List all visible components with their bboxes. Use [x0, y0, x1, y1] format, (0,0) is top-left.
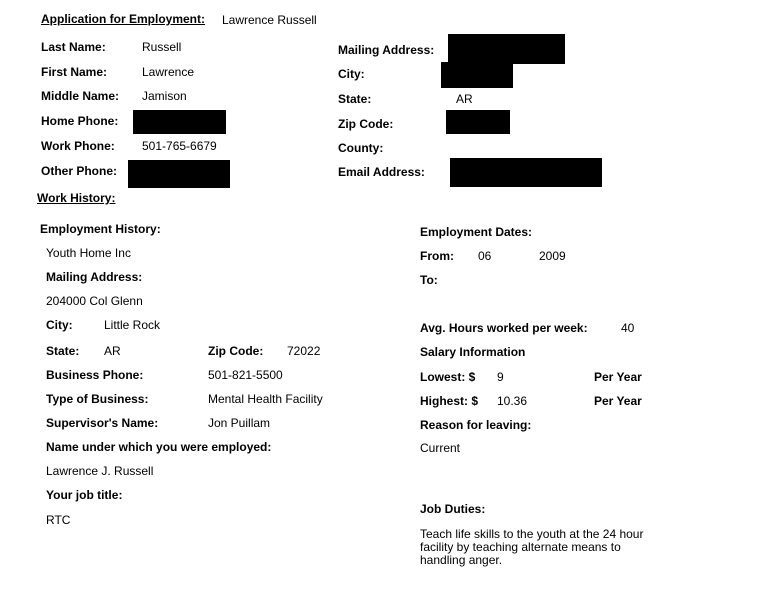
lowest-salary-label: Lowest: $ — [420, 370, 476, 384]
employer-city-label: City: — [46, 318, 73, 332]
salary-info-label: Salary Information — [420, 345, 526, 359]
city-label: City: — [338, 67, 365, 81]
business-phone-value: 501-821-5500 — [208, 368, 283, 382]
email-address-redaction — [450, 158, 602, 187]
other-phone-label: Other Phone: — [41, 164, 118, 178]
employer-value: Youth Home Inc — [46, 246, 131, 260]
avg-hours-value: 40 — [621, 321, 635, 335]
employer-mailing-address-label: Mailing Address: — [46, 270, 143, 284]
mailing-address-redaction — [448, 34, 565, 64]
employer-city-value: Little Rock — [104, 318, 161, 332]
employer-zip-label: Zip Code: — [208, 344, 264, 358]
highest-salary-label: Highest: $ — [420, 394, 479, 408]
county-label: County: — [338, 141, 384, 155]
business-type-label: Type of Business: — [46, 392, 149, 406]
employer-mailing-address-value: 204000 Col Glenn — [46, 294, 143, 308]
job-title-value: RTC — [46, 513, 71, 527]
middle-name-label: Middle Name: — [41, 89, 120, 103]
from-month-value: 06 — [478, 249, 492, 263]
mailing-address-label: Mailing Address: — [338, 43, 435, 57]
highest-salary-value: 10.36 — [497, 394, 528, 408]
city-redaction — [441, 62, 513, 88]
highest-salary-period: Per Year — [594, 394, 642, 408]
employer-state-value: AR — [104, 344, 121, 358]
from-label: From: — [420, 249, 454, 263]
email-address-label: Email Address: — [338, 165, 425, 179]
work-history-title: Work History: — [37, 191, 116, 205]
employer-state-label: State: — [46, 344, 80, 358]
lowest-salary-period: Per Year — [594, 370, 642, 384]
job-duties-value: Teach life skills to the youth at the 24 hour facility by teaching alternate means to handling anger. — [420, 527, 644, 567]
avg-hours-label: Avg. Hours worked per week: — [420, 321, 588, 335]
last-name-value: Russell — [142, 40, 182, 54]
state-label: State: — [338, 92, 372, 106]
home-phone-redaction — [133, 110, 226, 134]
middle-name-value: Jamison — [142, 89, 187, 103]
zip-code-label: Zip Code: — [338, 117, 394, 131]
from-year-value: 2009 — [539, 249, 566, 263]
employed-name-label: Name under which you were employed: — [46, 440, 272, 454]
first-name-value: Lawrence — [142, 65, 195, 79]
employment-dates-label: Employment Dates: — [420, 225, 533, 239]
work-phone-value: 501-765-6679 — [142, 139, 217, 153]
applicant-name: Lawrence Russell — [222, 13, 317, 27]
job-duties-label: Job Duties: — [420, 502, 486, 516]
employment-history-label: Employment History: — [40, 222, 161, 236]
reason-for-leaving-label: Reason for leaving: — [420, 418, 532, 432]
work-phone-label: Work Phone: — [41, 139, 115, 153]
supervisor-value: Jon Puillam — [208, 416, 271, 430]
employed-name-value: Lawrence J. Russell — [46, 464, 154, 478]
zip-code-redaction — [446, 110, 510, 134]
form-title: Application for Employment: — [41, 12, 206, 26]
home-phone-label: Home Phone: — [41, 114, 119, 128]
to-label: To: — [420, 273, 438, 287]
lowest-salary-value: 9 — [497, 370, 504, 384]
reason-for-leaving-value: Current — [420, 441, 461, 455]
employer-zip-value: 72022 — [287, 344, 321, 358]
business-type-value: Mental Health Facility — [208, 392, 323, 406]
last-name-label: Last Name: — [41, 40, 106, 54]
job-title-label: Your job title: — [46, 488, 123, 502]
other-phone-redaction — [128, 160, 230, 188]
state-value: AR — [456, 92, 473, 106]
supervisor-label: Supervisor's Name: — [46, 416, 159, 430]
first-name-label: First Name: — [41, 65, 108, 79]
business-phone-label: Business Phone: — [46, 368, 144, 382]
